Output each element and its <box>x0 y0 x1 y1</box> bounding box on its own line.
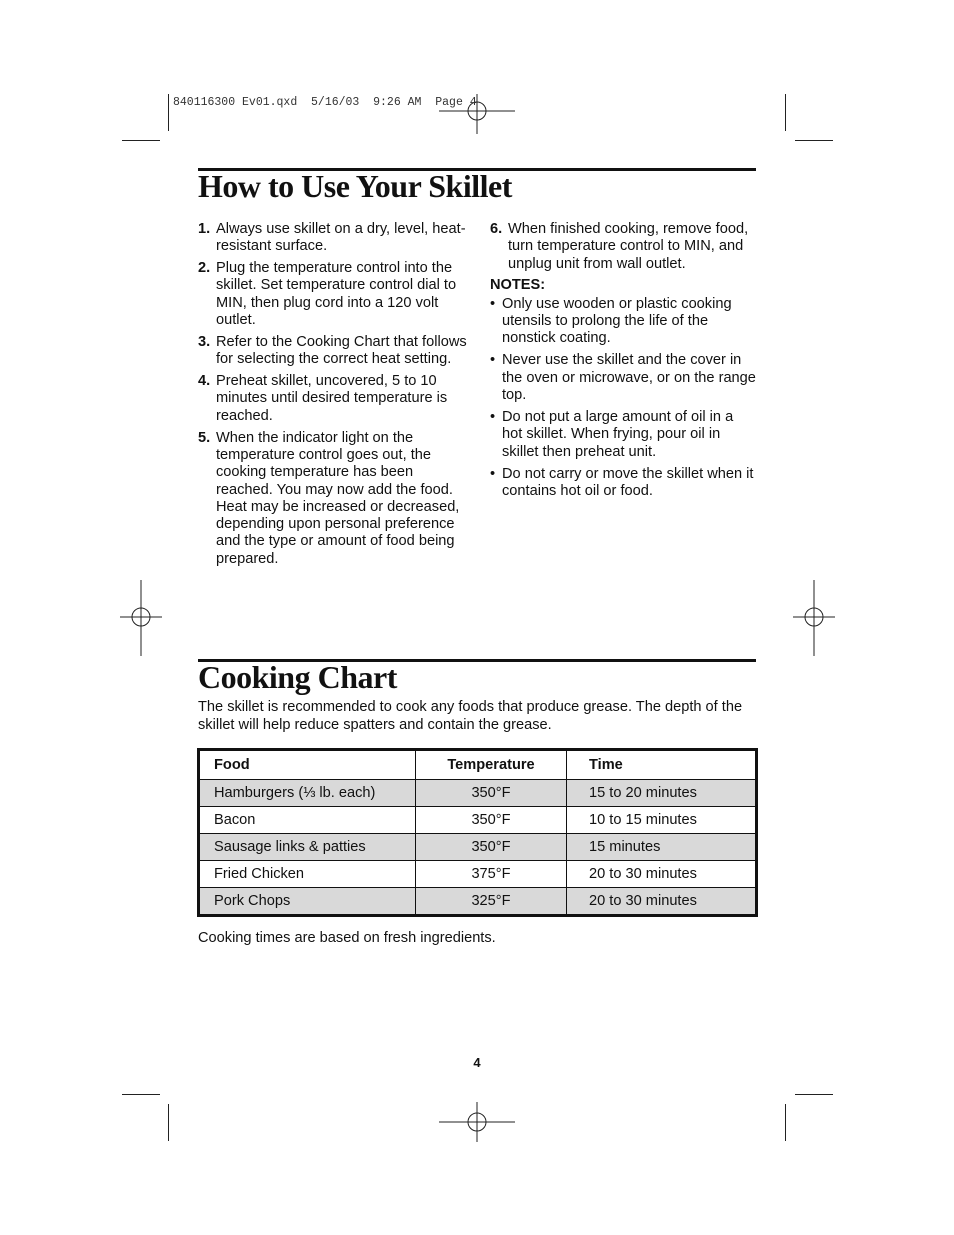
cooking-chart-table <box>197 748 758 917</box>
step-number: 6. <box>490 221 503 237</box>
note-text: Never use the skillet and the cover in the oven or microwave, or on the range top. <box>502 352 756 404</box>
table-row <box>199 834 757 861</box>
temperature-cell: 350°F <box>416 834 567 861</box>
step-item <box>198 430 468 568</box>
time-cell: 15 to 20 minutes <box>567 780 757 807</box>
steps-list-continued <box>490 221 756 273</box>
table-row <box>199 861 757 888</box>
bullet: • <box>490 465 496 482</box>
print-slug-line: 840116300 Ev01.qxd 5/16/03 9:26 AM Page 4 <box>173 96 477 109</box>
table-row <box>199 888 757 916</box>
step-item <box>198 260 468 329</box>
temperature-cell: 350°F <box>416 780 567 807</box>
table-row <box>199 780 757 807</box>
food-cell: Hamburgers (⅓ lb. each) <box>199 780 416 807</box>
steps-list <box>198 221 468 568</box>
step-number: 1. <box>198 221 211 237</box>
step-number: 5. <box>198 429 211 446</box>
column-header-time: Time <box>567 750 757 780</box>
bullet: • <box>490 295 496 312</box>
note-item <box>490 466 756 501</box>
step-item <box>198 221 468 256</box>
step-item <box>490 221 756 273</box>
step-text: When the indicator light on the temperature control goes out, the cooking temperature has been reached. You may now add the food. Heat may be increased or decreased, depending upon personal preference and the type or amount of food being prepared. <box>216 429 460 567</box>
table-header-row <box>199 750 757 780</box>
section-title: Cooking Chart <box>198 659 397 695</box>
note-text: Do not carry or move the skillet when it contains hot oil or food. <box>502 465 754 500</box>
instructions-column-left <box>198 221 468 573</box>
step-text: Plug the temperature control into the skillet. Set temperature control dial to MIN, then plug cord into a 120 volt outlet. <box>216 260 457 329</box>
page-number: 4 <box>473 1055 481 1070</box>
step-text: When finished cooking, remove food, turn temperature control to MIN, and unplug unit from wall outlet. <box>508 221 749 272</box>
page-title: How to Use Your Skillet <box>198 168 512 204</box>
registration-mark-right <box>793 580 835 656</box>
note-item <box>490 409 756 461</box>
table-row <box>199 807 757 834</box>
bullet: • <box>490 409 496 426</box>
time-cell: 20 to 30 minutes <box>567 861 757 888</box>
note-text: Only use wooden or plastic cooking utensils to prolong the life of the nonstick coating. <box>502 295 732 347</box>
temperature-cell: 350°F <box>416 807 567 834</box>
temperature-cell: 325°F <box>416 888 567 916</box>
food-cell: Fried Chicken <box>199 861 416 888</box>
time-cell: 15 minutes <box>567 834 757 861</box>
bullet: • <box>490 352 496 369</box>
step-text: Preheat skillet, uncovered, 5 to 10 minutes until desired temperature is reached. <box>216 373 448 424</box>
time-cell: 10 to 15 minutes <box>567 807 757 834</box>
step-text: Refer to the Cooking Chart that follows for selecting the correct heat setting. <box>216 333 467 368</box>
column-header-food: Food <box>199 750 416 780</box>
cooking-chart-intro: The skillet is recommended to cook any foods that produce grease. The depth of the skillet will help reduce spatters and contain the grease. <box>198 699 743 733</box>
registration-mark-bottom <box>439 1102 515 1142</box>
step-item <box>198 373 468 425</box>
temperature-cell: 375°F <box>416 861 567 888</box>
step-item <box>198 334 468 369</box>
step-number: 3. <box>198 333 211 350</box>
step-number: 4. <box>198 373 211 390</box>
instructions-column-right <box>490 221 756 505</box>
step-number: 2. <box>198 260 211 277</box>
cooking-times-footnote: Cooking times are based on fresh ingredients. <box>198 930 496 946</box>
note-item <box>490 296 756 348</box>
step-text: Always use skillet on a dry, level, heat-resistant surface. <box>216 221 466 255</box>
food-cell: Sausage links & patties <box>199 834 416 861</box>
note-item <box>490 352 756 404</box>
food-cell: Bacon <box>199 807 416 834</box>
food-cell: Pork Chops <box>199 888 416 916</box>
column-header-temperature: Temperature <box>416 750 567 780</box>
time-cell: 20 to 30 minutes <box>567 888 757 916</box>
note-text: Do not put a large amount of oil in a hot skillet. When frying, pour oil in skillet then preheat unit. <box>502 409 734 460</box>
notes-heading: NOTES: <box>490 277 546 294</box>
notes-list <box>490 296 756 501</box>
registration-mark-left <box>120 580 162 656</box>
